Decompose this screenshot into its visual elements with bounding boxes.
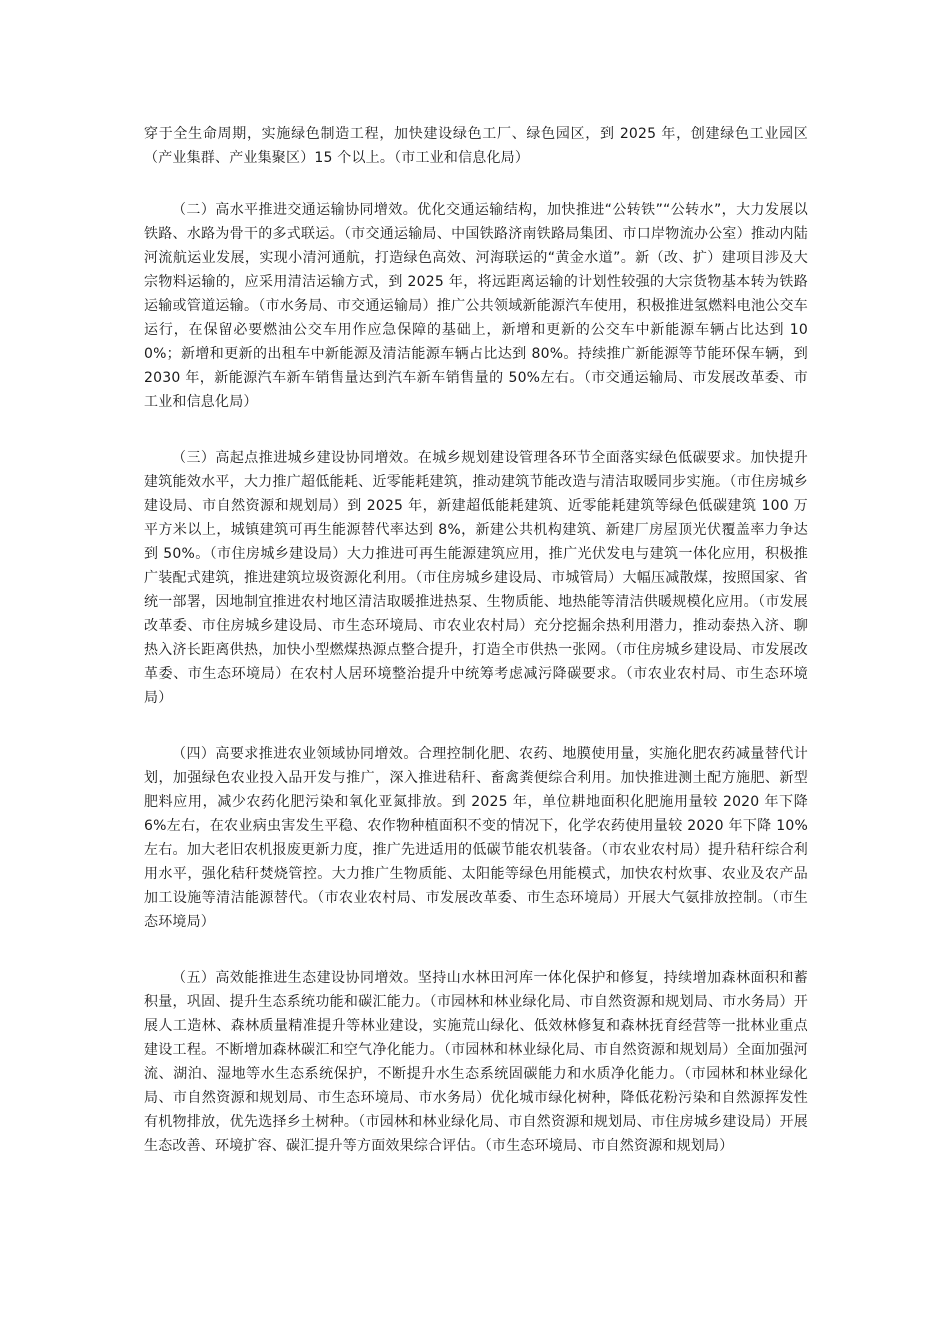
paragraph-section-2-transport: （二）高水平推进交通运输协同增效。优化交通运输结构，加快推进“公转铁”“公转水”，大力发展以铁路、水路为骨干的多式联运。（市交通运输局、中国铁路济南铁路局集团、市口岸物流办公室）推动内陆河流航运业发展，实现小清河通航，打造绿色高效、河海联运的“黄金水道”。新（改、扩）建项目涉及大宗物料运输的，应采用清洁运输方式，到 2025 年，将远距离运输的计划性较强的大宗货物基本转为铁路运输或管道运输。（市水务局、市交通运输局）推广公共领域新能源汽车使用，积极推进氢燃料电池公交车运行，在保留必要燃油公交车用作应急保障的基础上，新增和更新的公交车中新能源车辆占比达到 100%；新增和更新的出租车中新能源及清洁能源车辆占比达到 80%。持续推广新能源等节能环保车辆，到 2030 年，新能源汽车新车销售量达到汽车新车销售量的 50%左右。（市交通运输局、市发展改革委、市工业和信息化局） [144,202,808,410]
paragraph-section-4-agriculture: （四）高要求推进农业领域协同增效。合理控制化肥、农药、地膜使用量，实施化肥农药减量替代计划，加强绿色农业投入品开发与推广，深入推进秸秆、畜禽粪便综合利用。加快推进测土配方施肥、新型肥料应用，减少农药化肥污染和氧化亚氮排放。到 2025 年，单位耕地面积化肥施用量较 2020 年下降 6%左右，在农业病虫害发生平稳、农作物种植面积不变的情况下，化学农药使用量较 2020 年下降 10%左右。加大老旧农机报废更新力度，推广先进适用的低碳节能农机装备。（市农业农村局）提升秸秆综合利用水平，强化秸秆焚烧管控。大力推广生物质能、太阳能等绿色用能模式，加快农村炊事、农业及农产品加工设施等清洁能源替代。（市农业农村局、市发展改革委、市生态环境局）开展大气氨排放控制。（市生态环境局） [144,746,808,930]
paragraph-section-5-ecology: （五）高效能推进生态建设协同增效。坚持山水林田河库一体化保护和修复，持续增加森林面积和蓄积量，巩固、提升生态系统功能和碳汇能力。（市园林和林业绿化局、市自然资源和规划局、市水务局）开展人工造林、森林质量精准提升等林业建设，实施荒山绿化、低效林修复和森林抚育经营等一批林业重点建设工程。不断增加森林碳汇和空气净化能力。（市园林和林业绿化局、市自然资源和规划局）全面加强河流、湖泊、湿地等水生态系统保护，不断提升水生态系统固碳能力和水质净化能力。（市园林和林业绿化局、市自然资源和规划局、市生态环境局、市水务局）优化城市绿化树种，降低花粉污染和自然源挥发性有机物排放，优先选择乡土树种。（市园林和林业绿化局、市自然资源和规划局、市住房城乡建设局）开展生态改善、环境扩容、碳汇提升等方面效果综合评估。（市生态环境局、市自然资源和规划局） [144,970,808,1154]
paragraph-section-3-urban-rural: （三）高起点推进城乡建设协同增效。在城乡规划建设管理各环节全面落实绿色低碳要求。加快提升建筑能效水平，大力推广超低能耗、近零能耗建筑，推动建筑节能改造与清洁取暖同步实施。（市住房城乡建设局、市自然资源和规划局）到 2025 年，新建超低能耗建筑、近零能耗建筑等绿色低碳建筑 100 万平方米以上，城镇建筑可再生能源替代率达到 8%，新建公共机构建筑、新建厂房屋顶光伏覆盖率力争达到 50%。（市住房城乡建设局）大力推进可再生能源建筑应用，推广光伏发电与建筑一体化应用，积极推广装配式建筑，推进建筑垃圾资源化利用。（市住房城乡建设局、市城管局）大幅压减散煤，按照国家、省统一部署，因地制宜推进农村地区清洁取暖推进热泵、生物质能、地热能等清洁供暖规模化应用。（市发展改革委、市住房城乡建设局、市生态环境局、市农业农村局）充分挖掘余热利用潜力，推动泰热入济、聊热入济长距离供热，加快小型燃煤热源点整合提升，打造全市供热一张网。（市住房城乡建设局、市发展改革委、市生态环境局）在农村人居环境整治提升中统筹考虑减污降碳要求。（市农业农村局、市生态环境局） [144,450,808,706]
paragraph-continuation: 穿于全生命周期，实施绿色制造工程，加快建设绿色工厂、绿色园区，到 2025 年，创建绿色工业园区（产业集群、产业集聚区）15 个以上。（市工业和信息化局） [144,126,808,166]
